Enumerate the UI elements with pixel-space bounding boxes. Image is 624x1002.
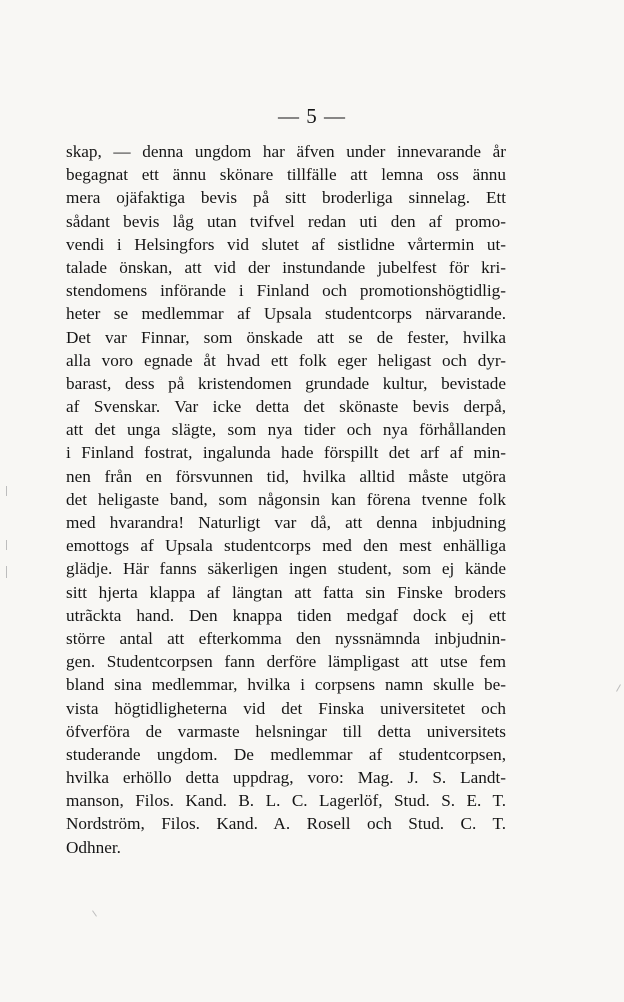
page-number: — 5 — bbox=[278, 104, 346, 128]
margin-mark bbox=[6, 566, 7, 578]
text-line: begagnat ett ännu skönare tillfälle att lemna oss ännu bbox=[66, 165, 506, 185]
text-line: det heligaste band, som någonsin kan förena tvenne folk bbox=[66, 489, 506, 509]
margin-mark bbox=[92, 910, 97, 916]
text-line: att det unga slägte, som nya tider och nya förhållanden bbox=[66, 420, 506, 440]
text-line: öfverföra de varmaste helsningar till detta universitets bbox=[66, 721, 506, 741]
text-line: vista högtidligheterna vid det Finska universitetet och bbox=[66, 698, 506, 718]
text-line: stendomens införande i Finland och promotionshögtidlig- bbox=[66, 281, 506, 301]
text-line: Odhner. bbox=[66, 837, 121, 857]
text-line: manson, Filos. Kand. B. L. C. Lagerlöf, Stud. S. E. T. bbox=[66, 791, 506, 811]
margin-mark bbox=[6, 486, 7, 496]
text-line: talade önskan, att vid der instundande jubelfest för kri- bbox=[66, 257, 506, 277]
text-line: sitt hjerta klappa af längtan att fatta sin Finske broders bbox=[66, 582, 506, 602]
text-line: af Svenskar. Var icke detta det skönaste bevis derpå, bbox=[66, 397, 506, 417]
text-line: studerande ungdom. De medlemmar af studentcorpsen, bbox=[66, 744, 506, 764]
text-line: nen från en försvunnen tid, hvilka alltid måste utgöra bbox=[66, 466, 506, 486]
text-line: vendi i Helsingfors vid slutet af sistlidne vårtermin ut- bbox=[66, 234, 506, 254]
text-line: mera ojäfaktiga bevis på sitt broderliga sinnelag. Ett bbox=[66, 188, 506, 208]
text-line: emottogs af Upsala studentcorps med den mest enhälliga bbox=[66, 536, 506, 556]
text-line: utrãckta hand. Den knappa tiden medgaf dock ej ett bbox=[66, 605, 506, 625]
text-line: bland sina medlemmar, hvilka i corpsens namn skulle be- bbox=[66, 675, 506, 695]
text-line: alla voro egnade åt hvad ett folk eger heligast och dyr- bbox=[66, 350, 506, 370]
margin-mark bbox=[6, 540, 7, 550]
text-line: skap, — denna ungdom har äfven under innevarande år bbox=[66, 142, 506, 161]
text-line: heter se medlemmar af Upsala studentcorps närvarande. bbox=[66, 304, 506, 324]
text-line: i Finland fostrat, ingalunda hade förspillt det arf af min- bbox=[66, 443, 506, 463]
body-text bbox=[66, 140, 506, 859]
text-line: gen. Studentcorpsen fann derföre lämpligast att utse fem bbox=[66, 652, 506, 672]
text-line: Nordström, Filos. Kand. A. Rosell och Stud. C. T. bbox=[66, 814, 506, 834]
text-line: barast, dess på kristendomen grundade kultur, bevistade bbox=[66, 373, 506, 393]
text-line: Det var Finnar, som önskade att se de fester, hvilka bbox=[66, 327, 506, 347]
text-line: större antal att efterkomma den nyssnämnda inbjudnin- bbox=[66, 628, 506, 648]
text-line: sådant bevis låg utan tvifvel redan uti den af promo- bbox=[66, 211, 506, 231]
text-line: hvilka erhöllo detta uppdrag, voro: Mag. J. S. Landt- bbox=[66, 768, 506, 788]
text-line: med hvarandra! Naturligt var då, att denna inbjudning bbox=[66, 513, 506, 532]
margin-mark bbox=[616, 684, 621, 691]
text-line: glädje. Här fanns säkerligen ingen student, som ej kände bbox=[66, 559, 506, 579]
